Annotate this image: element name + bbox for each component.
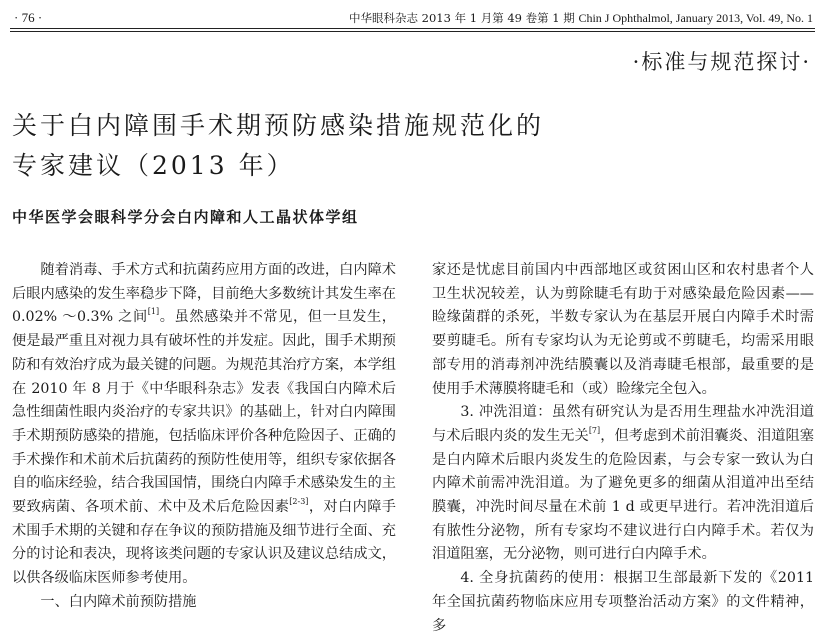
journal-citation (349, 10, 813, 26)
article-title (12, 106, 544, 186)
citation-ref: [2-3] (289, 497, 309, 507)
paragraph-lacrimal: 3. 冲洗泪道：虽然有研究认为是否用生理盐水冲洗泪道与术后眼内炎的发生无关[7]，但考虑到术前泪囊炎、泪道阻塞是白内障术后眼内炎发生的危险因素，与会专家一致认为白内障术前需冲洗泪道。为了避免更多的细菌从泪道冲出至结膜囊，冲洗时间尽量在术前 1 d 或更早进行。若冲洗泪道后有脓性分泌物，所有专家均不建议进行白内障手术。若仅为泪道阻塞，无分泌物，则可进行白内障手术。 (432, 404, 814, 563)
citation-ref: [7] (588, 425, 601, 435)
journal-citation-en: Chin J Ophthalmol, January 2013, Vol. 49, No. 1 (578, 11, 813, 25)
paragraph-antibiotics: 4. 全身抗菌药的使用：根据卫生部最新下发的《2011 年全国抗菌药物临床应用专项整治活动方案》的文件精神，多 (432, 570, 814, 634)
paragraph-eyelash: 家还是忧虑目前国内中西部地区或贫困山区和农村患者个人卫生状况较差，认为剪除睫毛有助于对感染最危险因素——睑缘菌群的杀死，半数专家认为在基层开展白内障手术时需要剪睫毛。所有专家均认为无论剪或不剪睫毛，均需采用眼部专用的消毒剂冲洗结膜囊以及消毒睫毛根部，最重要的是使用手术薄膜将睫毛和（或）睑缘完全包入。 (432, 262, 814, 397)
citation-ref: [1] (147, 307, 160, 317)
section-tag: ·标准与规范探讨· (632, 50, 811, 74)
section-heading: 一、白内障术前预防措施 (40, 593, 197, 610)
header-rule-bottom (10, 31, 815, 32)
journal-citation-cn: 中华眼科杂志 2013 年 1 月第 49 卷第 1 期 (349, 11, 575, 25)
article-title-line-1: 关于白内障围手术期预防感染措施规范化的 (12, 111, 545, 140)
header-rule-top (10, 28, 815, 29)
article-title-line-2: 专家建议（2013 年） (12, 151, 295, 180)
intro-paragraph: 随着消毒、手术方式和抗菌药应用方面的改进，白内障术后眼内感染的发生率稳步下降，目前绝大多数统计其发生率在 0.02% ～0.3% 之间[1]。虽然感染并不常见，但一旦发生，便是最严重且对视力具有破坏性的并发症。因此，围手术期预防和有效治疗成为最关键的问题。为规范其治疗方案，本学组在 2010 年 8 月于《中华眼科杂志》发表《我国白内障术后急性细菌性眼内炎治疗的专家共识》的基础上，针对白内障围手术期预防感染的措施，包括临床评价各种危险因子、正确的手术操作和术前术后抗菌药的预防性使用等，组织专家依据各自的临床经验，结合我国国情，围绕白内障手术感染发生的主要致病菌、各项术前、术中及术后危险因素[2-3]，对白内障手术围手术期的关键和存在争议的预防措施及细节进行全面、充分的讨论和表决，现将该类问题的专家认识及建议总结成文，以供各级临床医师参考使用。 (12, 262, 396, 587)
running-header (0, 6, 821, 28)
body-column-right (432, 259, 814, 638)
author-group: 中华医学会眼科学分会白内障和人工晶状体学组 (12, 208, 359, 226)
page-number: · 76 · (14, 10, 43, 25)
body-column-left (12, 259, 396, 615)
